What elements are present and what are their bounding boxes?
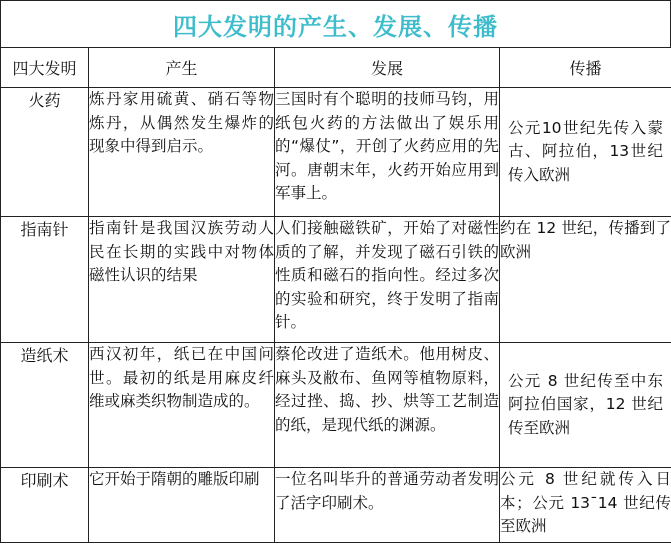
spread-cell: 公元 8 世纪就传入日本；公元 13¯14 世纪传至欧洲 <box>500 468 671 543</box>
origin-cell: 西汉初年，纸已在中国问世。最初的纸是用麻皮纤维或麻类织物制造成的。 <box>89 343 275 468</box>
table-row <box>1 88 671 217</box>
spread-cell: 公元10世纪先传入蒙古、阿拉伯，13世纪传入欧洲 <box>500 88 671 217</box>
column-header-development: 发展 <box>275 48 500 88</box>
spread-cell: 公元 8 世纪传至中东阿拉伯国家，12 世纪传至欧洲 <box>500 343 671 468</box>
table-row <box>1 468 671 543</box>
inventions-table <box>0 47 671 543</box>
invention-name: 指南针 <box>1 217 89 343</box>
origin-cell: 指南针是我国汉族劳动人民在长期的实践中对物体磁性认识的结果 <box>89 217 275 343</box>
development-cell: 蔡伦改进了造纸术。他用树皮、麻头及敝布、鱼网等植物原料，经过挫、捣、抄、烘等工艺制造的纸，是现代纸的渊源。 <box>275 343 500 468</box>
invention-name: 印刷术 <box>1 468 89 543</box>
table-row <box>1 343 671 468</box>
table-row <box>1 217 671 343</box>
development-cell: 人们接触磁铁矿，开始了对磁性质的了解，并发现了磁石引铁的性质和磁石的指向性。经过多次的实验和研究，终于发明了指南针。 <box>275 217 500 343</box>
invention-name: 造纸术 <box>1 343 89 468</box>
document-title: 四大发明的产生、发展、传播 <box>0 0 671 48</box>
column-header-spread: 传播 <box>500 48 671 88</box>
column-header-invention: 四大发明 <box>1 48 89 88</box>
development-cell: 三国时有个聪明的技师马钧，用纸包火药的方法做出了娱乐用的“爆仗”，开创了火药应用的先河。唐朝末年，火药开始应用到军事上。 <box>275 88 500 217</box>
column-header-origin: 产生 <box>89 48 275 88</box>
table-header-row <box>1 48 671 88</box>
invention-name: 火药 <box>1 88 89 217</box>
origin-cell: 它开始于隋朝的雕版印刷 <box>89 468 275 543</box>
spread-cell: 约在 12 世纪，传播到了欧洲 <box>500 217 671 343</box>
development-cell: 一位名叫毕升的普通劳动者发明了活字印刷术。 <box>275 468 500 543</box>
origin-cell: 炼丹家用硫黄、硝石等物炼丹，从偶然发生爆炸的现象中得到启示。 <box>89 88 275 217</box>
